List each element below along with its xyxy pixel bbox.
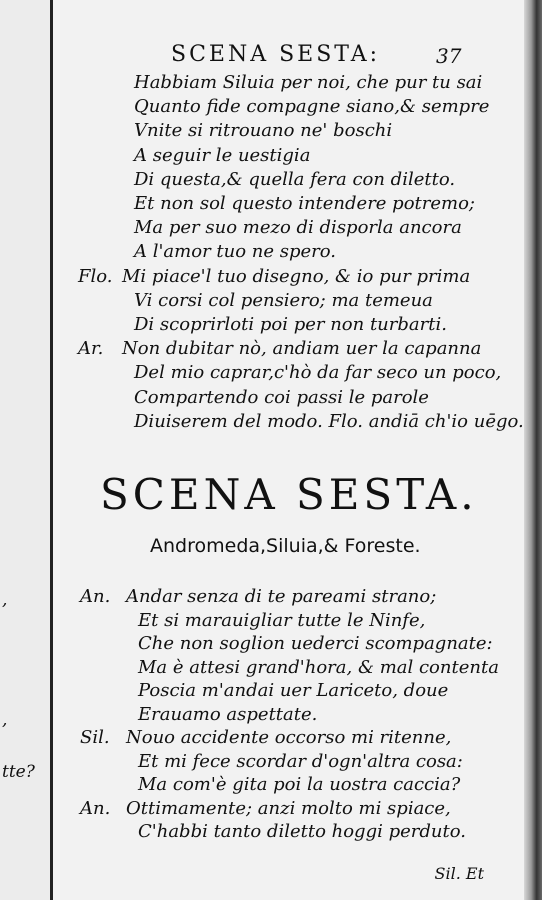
verse-line: Erauamo aspettate. <box>138 703 318 725</box>
speaker-label: Flo. <box>78 265 113 287</box>
verse-line: Ma com'è gita poi la uostra caccia? <box>138 774 461 795</box>
verse-line: Poscia m'andai uer Lariceto, doue <box>138 680 449 701</box>
verse-line: Del mio caprar,c'hò da far seco un poco, <box>134 362 502 384</box>
scene-title: SCENA SESTA. <box>100 470 478 519</box>
speaker-label: Ar. <box>78 338 104 360</box>
verse-line: Diuiserem del modo. Flo. andiā ch'io uēgo. <box>134 410 524 432</box>
margin-fragment: , <box>2 710 8 730</box>
verse-line: Et mi fece scordar d'ogn'altra cosa: <box>138 750 463 772</box>
verse-line: Ma è attesi grand'hora, & mal contenta <box>138 656 499 678</box>
speaker-label: An. <box>80 586 111 607</box>
page-number: 37 <box>436 44 462 68</box>
verse-line: Che non soglion uederci scompagnate: <box>138 633 493 654</box>
running-header: SCENA SESTA: <box>171 42 381 67</box>
right-book-edge <box>524 0 542 900</box>
verse-line: Et si marauigliar tutte le Ninfe, <box>138 609 426 631</box>
verse-line: Nouo accidente occorso mi ritenne, <box>126 727 452 748</box>
verse-line: Non dubitar nò, andiam uer la capanna <box>122 338 482 360</box>
speaker-label: An. <box>80 797 111 819</box>
verse-line: A seguir le uestigia <box>134 144 311 166</box>
verse-line: Andar senza di te pareami strano; <box>126 586 437 607</box>
verse-line: Quanto fide compagne siano,& sempre <box>134 96 490 118</box>
verse-line: Ottimamente; anzi molto mi spiace, <box>126 797 451 819</box>
book-page <box>56 0 524 900</box>
verse-line: Vnite si ritrouano ne' boschi <box>134 120 393 142</box>
catchword: Sil. Et <box>434 864 484 883</box>
verse-line: Habbiam Siluia per noi, che pur tu sai <box>134 72 483 93</box>
verse-line: Ma per suo mezo di disporla ancora <box>134 217 462 239</box>
verse-line: Vi corsi col pensiero; ma temeua <box>134 289 433 311</box>
speaker-label: Sil. <box>80 727 110 748</box>
verse-line: C'habbi tanto diletto hoggi perduto. <box>138 821 466 842</box>
verse-line: Compartendo coi passi le parole <box>134 386 429 408</box>
verse-line: A l'amor tuo ne spero. <box>134 241 336 263</box>
margin-fragment: tte? <box>2 762 35 782</box>
verse-line: Di questa,& quella fera con diletto. <box>134 168 456 190</box>
verse-line: Di scoprirloti poi per non turbarti. <box>134 314 447 335</box>
verse-line: Mi piace'l tuo disegno, & io pur prima <box>122 265 471 287</box>
margin-fragment: , <box>2 590 8 610</box>
verse-line: Et non sol questo intendere potremo; <box>134 193 475 214</box>
character-list: Andromeda,Siluia,& Foreste. <box>150 535 421 557</box>
